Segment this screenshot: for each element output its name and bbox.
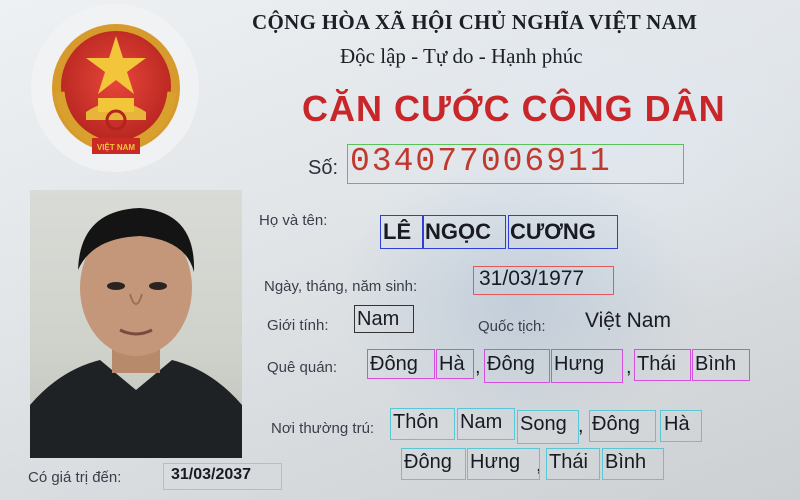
motto: Độc lập - Tự do - Hạnh phúc [340, 44, 583, 68]
id-number: 034077006911 [350, 143, 612, 180]
portrait-photo [30, 190, 242, 458]
residence-bbox [390, 408, 455, 440]
origin-bbox [551, 349, 623, 383]
sex-value: Nam [357, 308, 400, 330]
origin-separator: , [626, 356, 632, 378]
residence-bbox [457, 408, 515, 440]
origin-bbox [367, 349, 435, 379]
expiry-label: Có giá trị đến: [28, 469, 122, 486]
national-emblem-icon [20, 2, 200, 180]
origin-part: Thái [637, 353, 676, 375]
residence-bbox [517, 410, 579, 444]
name-bbox [422, 215, 506, 249]
origin-bbox [634, 349, 691, 381]
residence-part: Hưng [470, 451, 521, 473]
origin-bbox [692, 349, 750, 381]
nationality-value: Việt Nam [585, 309, 671, 332]
origin-part: Đông [370, 353, 418, 375]
name-bbox [508, 215, 618, 249]
card-title: CĂN CƯỚC CÔNG DÂN [302, 88, 726, 129]
origin-part: Đông [487, 353, 535, 375]
name-part: LÊ [383, 219, 412, 244]
residence-part: Song [520, 413, 567, 435]
residence-bbox [589, 410, 656, 442]
sex-bbox [354, 305, 414, 333]
origin-part: Hưng [554, 353, 605, 375]
origin-separator: , [475, 356, 481, 378]
residence-bbox [401, 448, 466, 480]
residence-part: Hà [664, 413, 690, 435]
number-bbox [347, 144, 684, 184]
emblem-banner-text: VIỆT NAM [96, 143, 136, 152]
origin-label: Quê quán: [267, 359, 338, 376]
nationality-label: Quốc tịch: [478, 318, 546, 335]
residence-part: Bình [605, 451, 647, 473]
origin-bbox [436, 349, 474, 379]
sex-label: Giới tính: [267, 317, 329, 334]
residence-bbox [602, 448, 664, 480]
residence-label: Nơi thường trú: [271, 420, 375, 437]
residence-part: Đông [592, 413, 640, 435]
dob-label: Ngày, tháng, năm sinh: [264, 278, 418, 295]
name-label: Họ và tên: [259, 212, 328, 229]
residence-separator: , [536, 454, 542, 476]
origin-part: Hà [439, 353, 465, 375]
residence-part: Thôn [393, 411, 439, 433]
expiry-value: 31/03/2037 [171, 466, 252, 483]
name-part: CƯƠNG [510, 219, 596, 244]
dob-value: 31/03/1977 [479, 267, 585, 290]
residence-part: Nam [460, 411, 503, 433]
origin-bbox [484, 349, 550, 383]
residence-bbox [546, 448, 600, 480]
name-part: NGỌC [425, 219, 491, 244]
name-bbox [380, 215, 424, 249]
dob-bbox [473, 266, 614, 295]
expiry-bbox [163, 463, 282, 490]
country-header: CỘNG HÒA XÃ HỘI CHỦ NGHĨA VIỆT NAM [252, 10, 698, 34]
residence-part: Đông [404, 451, 452, 473]
residence-bbox [467, 448, 540, 480]
number-label: Số: [308, 157, 339, 179]
residence-part: Thái [549, 451, 588, 473]
residence-bbox [660, 410, 702, 442]
origin-part: Bình [695, 353, 737, 375]
residence-separator: , [578, 415, 584, 437]
